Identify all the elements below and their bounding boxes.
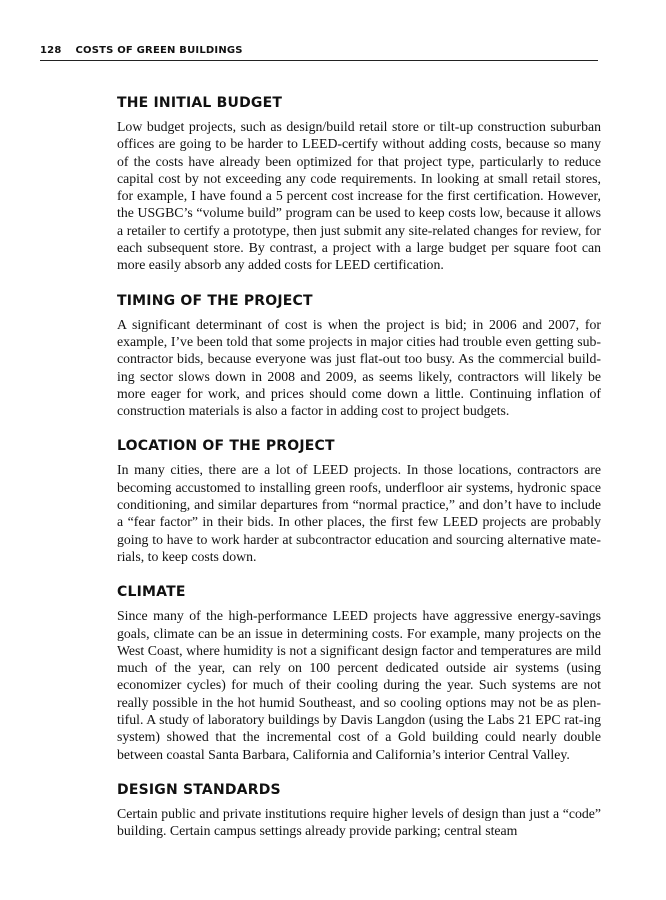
section-heading: TIMING OF THE PROJECT [117,292,313,309]
running-title: COSTS OF GREEN BUILDINGS [75,45,243,56]
section-timing [117,292,601,420]
section-climate [117,583,601,763]
section-paragraph: In many cities, there are a lot of LEED projects. In those locations, contractors are becoming accustomed to installing green roofs, underfloor air systems, hydronic space conditioning, and similar departures from “normal practice,” and don’t have to include a “fear factor” in their bids. In other places, the first few LEED projects are probably going to have to work harder at subcontractor education and sourcing alternative mate-rials, to keep costs down. [117,462,601,564]
section-heading: DESIGN STANDARDS [117,781,281,798]
page-number: 128 [40,45,62,56]
body-text [117,94,601,858]
running-head [40,44,598,61]
section-paragraph: Low budget projects, such as design/build retail store or tilt-up construction suburban offices are going to be harder to LEED-certify without adding costs, because so many of the costs have already been optimized for that project type, particularly to reduce capital cost by not exceeding any code requirements. In looking at small retail stores, for example, I have found a 5 percent cost increase for the first certification. However, the USGBC’s “volume build” program can be used to keep costs low, because it allows a retailer to certify a prototype, then just submit any site-related changes for review, for each subsequent store. By contrast, a project with a large budget per square foot can more easily absorb any added costs for LEED certification. [117,119,601,273]
section-design-standards [117,781,601,840]
section-heading: THE INITIAL BUDGET [117,95,283,111]
section-initial-budget [117,94,601,274]
section-paragraph: A significant determinant of cost is when the project is bid; in 2006 and 2007, for example, I’ve been told that some projects in major cities had trouble even getting sub-contractor bids, because everyone was just flat-out too busy. As the commercial build-ing sector slows down in 2008 and 2009, as seems likely, contractors will likely be more eager for work, and prices should come down a little. Continuing inflation of construction materials is also a factor in adding cost to project budgets. [117,316,601,419]
section-location [117,437,601,565]
section-heading: LOCATION OF THE PROJECT [117,438,335,455]
section-paragraph: Since many of the high-performance LEED projects have aggressive energy-savings goals, climate can be an issue in determining costs. For example, many projects on the West Coast, where humidity is not a significant design factor and temperatures are mild much of the year, can rely on 100 percent dedicated outside air systems (using economizer cycles) for much of their cooling during the year. Such systems are not really possible in the hot humid Southeast, and so cooling options may not be as plen-tiful. A study of laboratory buildings by Davis Langdon (using the Labs 21 EPC rat-ing system) showed that the incremental cost of a Gold building could nearly double between coastal Santa Barbara, California and California’s interior Central Valley. [117,608,601,762]
section-paragraph: Certain public and private institutions require higher levels of design than just a “code” building. Certain campus settings already provide parking; central steam [117,805,601,839]
section-heading: CLIMATE [117,584,186,601]
